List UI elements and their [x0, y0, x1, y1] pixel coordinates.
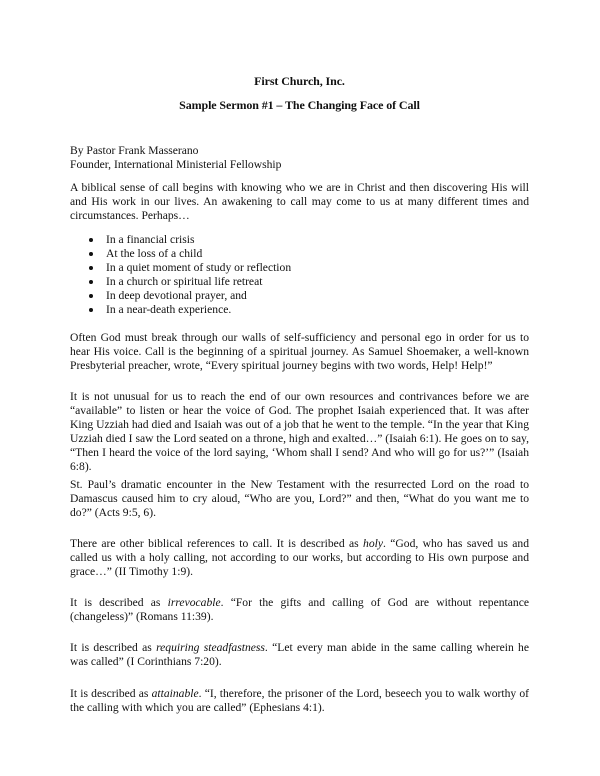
list-item-text: At the loss of a child: [106, 247, 203, 260]
author-role: Founder, International Ministerial Fellowship: [70, 158, 282, 171]
list-item-text: In a church or spiritual life retreat: [106, 275, 263, 288]
paragraph-attainable: It is described as attainable. “I, therefore, the prisoner of the Lord, beseech you to walk worthy of the calling with which you are called” (Ephesians 4:1).: [70, 687, 529, 714]
author-line: By Pastor Frank Masserano: [70, 144, 199, 157]
list-item: [70, 289, 529, 303]
intro-paragraph: A biblical sense of call begins with knowing who we are in Christ and then discovering His will and His work in our lives. An awakening to call may come to us at many different times and circumstances. Perhaps…: [70, 181, 529, 222]
list-item-text: In a financial crisis: [106, 233, 195, 246]
list-item-text: In a quiet moment of study or reflection: [106, 261, 292, 274]
bullet-icon: [89, 252, 93, 256]
list-item-text: In a near-death experience.: [106, 303, 232, 316]
org-title: First Church, Inc.: [254, 74, 345, 88]
sermon-title: Sample Sermon #1 – The Changing Face of Call: [179, 98, 420, 112]
paragraph-irrevocable: It is described as irrevocable. “For the gifts and calling of God are without repentance (changeless)” (Romans 11:39).: [70, 596, 529, 623]
bullet-icon: [89, 238, 93, 242]
bullet-list: [70, 233, 529, 317]
emphasis-irrevocable: irrevocable: [167, 596, 221, 609]
bullet-icon: [89, 294, 93, 298]
paragraph-st-paul: St. Paul’s dramatic encounter in the New Testament with the resurrected Lord on the road to Damascus caused him to cry aloud, “Who are you, Lord?” and then, “What do you want me to do?” (Acts 9:5, 6).: [70, 478, 529, 519]
paragraph-steadfastness: It is described as requiring steadfastness. “Let every man abide in the same calling wherein he was called” (I Corinthians 7:20).: [70, 641, 529, 668]
bullet-icon: [89, 280, 93, 284]
paragraph-isaiah: It is not unusual for us to reach the end of our own resources and contrivances before we are “available” to listen or hear the voice of God. The prophet Isaiah experienced that. It was after King Uzziah had died and Isaiah was out of a job that he went to the temple. “In the year that King Uzziah died I saw the Lord seated on a throne, high and exalted…” (Isaiah 6:1). He goes on to say, “Then I heard the voice of the lord saying, ‘Whom shall I send? And who will go for us?’” (Isaiah 6:8).: [70, 390, 529, 473]
emphasis-holy: holy: [363, 537, 383, 550]
bullet-icon: [89, 266, 93, 270]
list-item: [70, 261, 529, 275]
paragraph-self-sufficiency: Often God must break through our walls of self-sufficiency and personal ego in order for us to hear His voice. Call is the beginning of a spiritual journey. As Samuel Shoemaker, a well-known Presbyterial preacher, wrote, “Every spiritual journey begins with two words, Help! Help!”: [70, 331, 529, 372]
paragraph-holy: There are other biblical references to call. It is described as holy. “God, who has saved us and called us with a holy calling, not according to our works, but according to His own purpose and grace…” (II Timothy 1:9).: [70, 537, 530, 578]
bullet-icon: [89, 308, 93, 312]
list-item: [70, 303, 529, 317]
emphasis-attainable: attainable: [151, 687, 199, 700]
byline: [70, 144, 529, 172]
list-item: [70, 247, 529, 261]
emphasis-steadfastness: requiring steadfastness: [156, 641, 265, 654]
list-item-text: In deep devotional prayer, and: [106, 289, 247, 302]
list-item: [70, 233, 529, 247]
list-item: [70, 275, 529, 289]
